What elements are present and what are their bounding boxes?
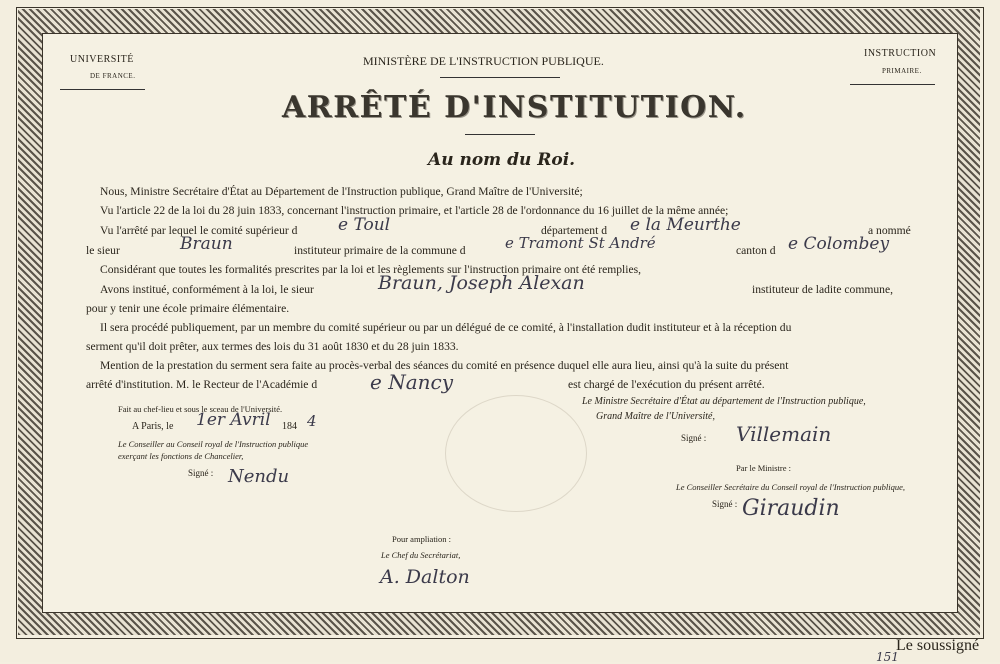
document-subtitle: Au nom du Roi.: [428, 150, 576, 170]
left-block-line2b: 184: [282, 421, 297, 432]
body-line-6a: Avons institué, conformément à la loi, le sieur: [100, 283, 314, 296]
hand-canton: e Colombey: [788, 234, 890, 254]
hand-comite: e Toul: [338, 215, 391, 235]
body-line-3b: département d: [541, 224, 607, 237]
body-line-11b: est chargé de l'exécution du présent arrêté.: [568, 378, 765, 391]
header-right-line2: PRIMAIRE.: [882, 67, 922, 75]
header-left-line2: DE FRANCE.: [90, 72, 136, 80]
hand-sieur: Braun: [180, 234, 233, 254]
body-line-5: Considérant que toutes les formalités prescrites par la loi et les règlements sur l'instruction primaire ont été remplies,: [100, 263, 642, 276]
signature-minister: Villemain: [736, 422, 832, 446]
footer-note: Le soussigné: [896, 637, 980, 654]
body-line-3a: Vu l'arrêté par lequel le comité supérieur d: [100, 224, 298, 237]
document-title: ARRÊTÉ D'INSTITUTION.: [282, 90, 747, 125]
signature-right: Giraudin: [742, 496, 840, 521]
right-block-line1: Le Ministre Secrétaire d'État au département de l'Instruction publique,: [582, 396, 866, 407]
body-line-1: Nous, Ministre Secrétaire d'État au Département de l'Instruction publique, Grand Maître de l'Université;: [100, 185, 583, 198]
signature-bottom: A. Dalton: [380, 566, 470, 588]
hand-date-day: 1er Avril: [196, 410, 271, 430]
body-line-4a: le sieur: [86, 244, 120, 257]
signature-left: Nendu: [228, 466, 290, 487]
right-block-signe: Signé :: [681, 433, 707, 443]
left-block-line4: exerçant les fonctions de Chancelier,: [118, 451, 244, 461]
left-block-signe: Signé :: [188, 468, 214, 478]
left-block-line1: Fait au chef-lieu et sous le sceau de l'Université.: [118, 404, 283, 414]
hand-departement: e la Meurthe: [630, 215, 741, 235]
body-line-4c: canton d: [736, 244, 776, 257]
footer-number: 151: [876, 650, 899, 664]
body-line-4b: instituteur primaire de la commune d: [294, 244, 466, 257]
title-rule: [465, 134, 535, 135]
body-line-8: Il sera procédé publiquement, par un membre du comité supérieur ou par un délégué de ce comité, à l'installation dudit instituteur et à la réception du: [100, 321, 792, 334]
header-ministry: MINISTÈRE DE L'INSTRUCTION PUBLIQUE.: [363, 54, 604, 68]
body-line-3c: a nommé: [868, 224, 911, 237]
body-line-9: serment qu'il doit prêter, aux termes des lois du 31 août 1830 et du 28 juin 1833.: [86, 340, 459, 353]
right-block-line5: Le Conseiller Secrétaire du Conseil royal de l'Instruction publique,: [676, 482, 906, 492]
header-right-line1: INSTRUCTION: [864, 48, 937, 59]
hand-institue: Braun, Joseph Alexan: [378, 272, 585, 294]
center-block-line2: Le Chef du Secrétariat,: [381, 550, 461, 560]
hand-commune: e Tramont St André: [505, 234, 656, 252]
header-left-line1: UNIVERSITÉ: [70, 54, 134, 65]
center-block-line1: Pour ampliation :: [392, 534, 452, 544]
body-line-7: pour y tenir une école primaire élémentaire.: [86, 302, 290, 315]
header-right-rule: [850, 84, 935, 85]
body-line-6b: instituteur de ladite commune,: [752, 283, 894, 296]
hand-date-year: 4: [307, 412, 317, 430]
right-block-line2: Grand Maître de l'Université,: [596, 411, 715, 422]
body-line-11a: arrêté d'institution. M. le Recteur de l'Académie d: [86, 378, 318, 391]
right-block-signe2: Signé :: [712, 499, 738, 509]
left-block-line2a: A Paris, le: [132, 421, 174, 432]
header-left-rule: [60, 89, 145, 90]
hand-academie: e Nancy: [370, 370, 453, 394]
body-line-10: Mention de la prestation du serment sera faite au procès-verbal des séances du comité en présence duquel elle aura lieu, ainsi qu'à la suite du présent: [100, 359, 789, 372]
faded-seal-stamp: [445, 395, 587, 512]
body-line-2: Vu l'article 22 de la loi du 28 juin 1833, concernant l'instruction primaire, et l'article 28 de l'ordonnance du 16 juillet de la même année;: [100, 204, 729, 217]
right-block-line4: Par le Ministre :: [736, 463, 792, 473]
left-block-line3: Le Conseiller au Conseil royal de l'Instruction publique: [118, 439, 309, 449]
header-center-rule: [440, 77, 560, 78]
